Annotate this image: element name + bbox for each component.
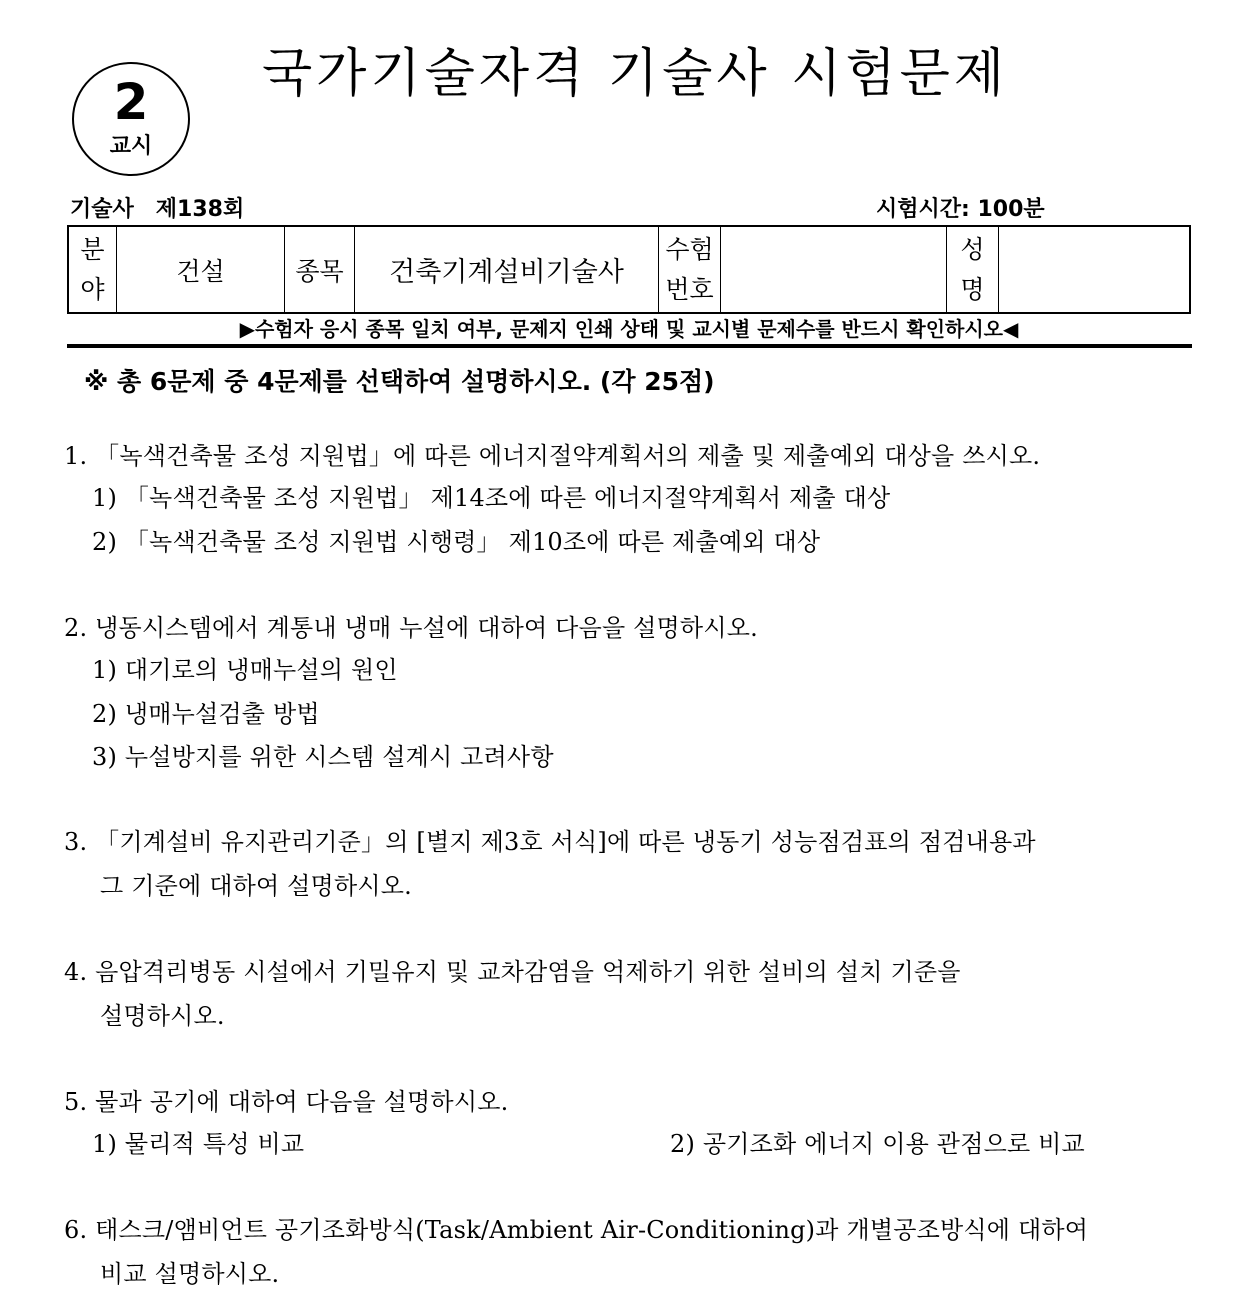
session-number: 2 (113, 73, 149, 131)
exam-type: 기술사 (70, 197, 134, 222)
field-label-cell (69, 227, 117, 312)
question-5-sub-2: 2) 공기조화 에너지 이용 관점으로 비교 (670, 1130, 1085, 1158)
name-label-bottom: 명 (960, 274, 985, 304)
category-value-cell (355, 227, 659, 312)
question-2-sub-1: 1) 대기로의 냉매누설의 원인 (92, 656, 398, 684)
question-2: 2. 냉동시스템에서 계통내 냉매 누설에 대하여 다음을 설명하시오. (64, 614, 758, 642)
question-2-sub-2: 2) 냉매누설검출 방법 (92, 700, 320, 728)
field-value: 건설 (176, 256, 225, 286)
exam-number-label-top: 수험 (665, 234, 714, 264)
exam-number-field[interactable] (721, 227, 947, 312)
round-number: 제138회 (155, 197, 245, 222)
divider (67, 344, 1192, 348)
category-label: 종목 (295, 256, 344, 286)
exam-round (70, 196, 244, 224)
category-value: 건축기계설비기술사 (389, 257, 624, 288)
notice-text: ▶수험자 응시 종목 일치 여부, 문제지 인쇄 상태 및 교시별 문제수를 반드시 확인하시오◀ (239, 317, 1019, 341)
name-label-top: 성 (960, 234, 985, 264)
question-4-line-1: 4. 음압격리병동 시설에서 기밀유지 및 교차감염을 억제하기 위한 설비의 설치 기준을 (64, 958, 961, 986)
exam-number-label-cell (659, 227, 721, 312)
field-value-cell (117, 227, 285, 312)
field-label-top: 분 (80, 234, 105, 264)
instruction-text: ※ 총 6문제 중 4문제를 선택하여 설명하시오. (각 25점) (84, 367, 715, 396)
question-1-sub-1: 1) 「녹색건축물 조성 지원법」 제14조에 따른 에너지절약계획서 제출 대상 (92, 484, 891, 512)
question-1-sub-2: 2) 「녹색건축물 조성 지원법 시행령」 제10조에 따른 제출예외 대상 (92, 528, 821, 556)
question-3-line-2: 그 기준에 대하여 설명하시오. (100, 872, 412, 900)
question-5-sub-1: 1) 물리적 특성 비교 (92, 1130, 305, 1158)
question-6-line-1: 6. 태스크/앰비언트 공기조화방식(Task/Ambient Air-Conditioning)과 개별공조방식에 대하여 (64, 1216, 1089, 1244)
name-label-cell (947, 227, 999, 312)
candidate-info-table (67, 225, 1191, 314)
question-2-sub-3: 3) 누설방지를 위한 시스템 설계시 고려사항 (92, 743, 554, 771)
page-title: 국가기술자격 기술사 시험문제 (261, 44, 1009, 104)
field-label-bottom: 야 (80, 274, 105, 304)
question-3-line-1: 3. 「기계설비 유지관리기준」의 [별지 제3호 서식]에 따른 냉동기 성능점검표의 점검내용과 (64, 828, 1036, 856)
question-6-line-2: 비교 설명하시오. (100, 1260, 280, 1288)
question-1: 1. 「녹색건축물 조성 지원법」에 따른 에너지절약계획서의 제출 및 제출예외 대상을 쓰시오. (64, 442, 1041, 470)
question-5: 5. 물과 공기에 대하여 다음을 설명하시오. (64, 1088, 509, 1116)
name-field[interactable] (999, 227, 1189, 312)
exam-number-label-bottom: 번호 (665, 274, 714, 304)
category-label-cell (285, 227, 355, 312)
exam-time: 시험시간: 100분 (876, 197, 1045, 222)
question-4-line-2: 설명하시오. (100, 1002, 225, 1030)
session-badge (72, 62, 190, 176)
session-label: 교시 (109, 134, 153, 159)
